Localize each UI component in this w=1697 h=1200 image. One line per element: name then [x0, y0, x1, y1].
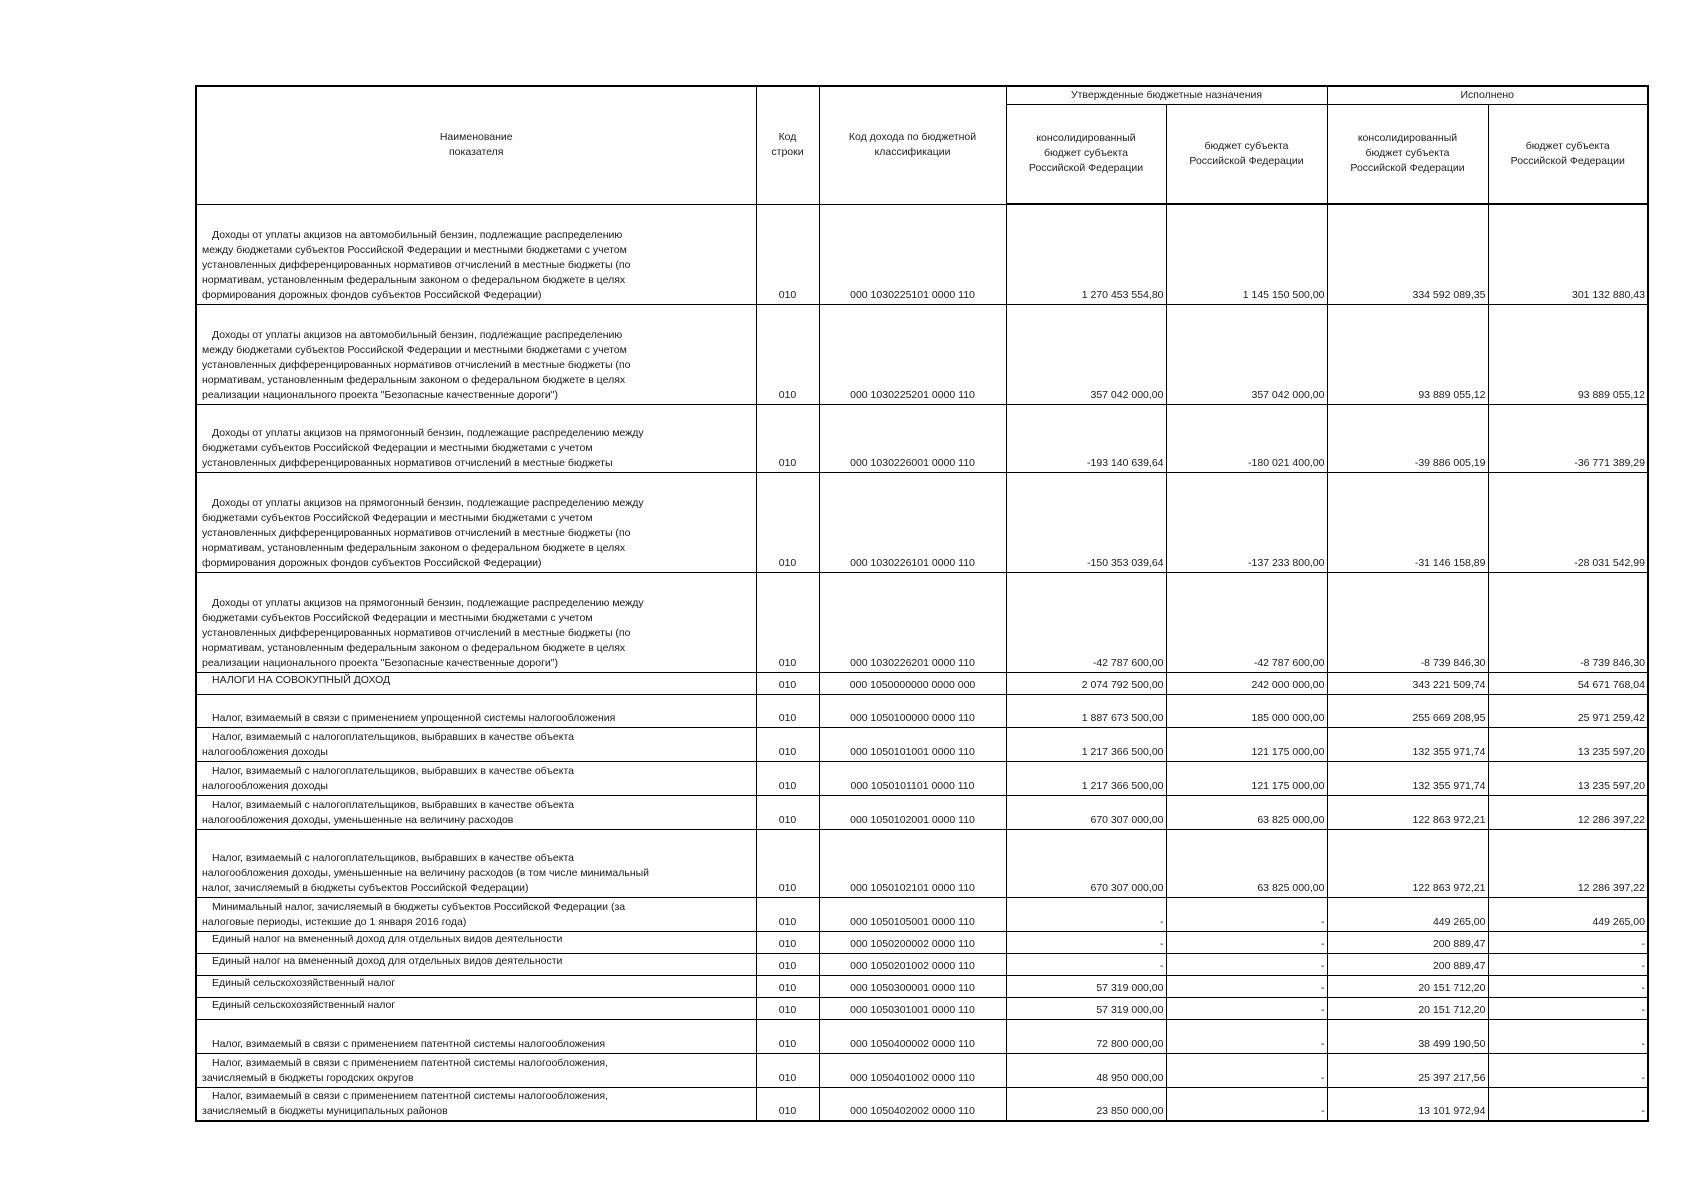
header-executed-subject: бюджет субъекта Российской Федерации — [1488, 104, 1648, 204]
indicator-name — [196, 997, 756, 1019]
indicator-name-line: налогообложения доходы, уменьшенные на величину расходов (в том числе минимальный — [202, 866, 650, 879]
income-code: 000 1050000000 0000 000 — [819, 672, 1006, 694]
table-row — [196, 404, 1648, 472]
income-code: 000 1050301001 0000 110 — [819, 997, 1006, 1019]
table-row — [196, 795, 1648, 829]
approved-subject-value: 242 000 000,00 — [1166, 672, 1327, 694]
indicator-name-line: налоговые периоды, истекшие до 1 января 2016 года) — [202, 915, 467, 928]
indicator-name-line: налогообложения доходы — [202, 745, 328, 758]
income-code: 000 1030225101 0000 110 — [819, 204, 1006, 304]
approved-subject-value: 357 042 000,00 — [1166, 304, 1327, 404]
indicator-name-line: установленных дифференцированных нормативов отчислений в местные бюджеты — [202, 456, 613, 469]
income-code: 000 1030226001 0000 110 — [819, 404, 1006, 472]
indicator-name-line: формирования дорожных фондов субъектов Российской Федерации) — [202, 556, 542, 569]
header-approved-consolidated: консолидированный бюджет субъекта Российской Федерации — [1006, 104, 1166, 204]
income-code: 000 1050102001 0000 110 — [819, 795, 1006, 829]
indicator-name-line: Доходы от уплаты акцизов на прямогонный бензин, подлежащие распределению между — [212, 596, 644, 609]
row-code: 010 — [756, 1053, 819, 1087]
income-code: 000 1050102101 0000 110 — [819, 829, 1006, 897]
row-code: 010 — [756, 795, 819, 829]
table-row — [196, 931, 1648, 953]
indicator-name-line: реализации национального проекта "Безопасные качественные дороги") — [202, 656, 558, 669]
indicator-name — [196, 761, 756, 795]
header-executed-group: Исполнено — [1327, 86, 1648, 104]
indicator-name — [196, 1053, 756, 1087]
approved-consolidated-value: 1 887 673 500,00 — [1006, 694, 1166, 727]
approved-subject-value: - — [1166, 975, 1327, 997]
indicator-name-line: Единый сельскохозяйственный налог — [212, 998, 396, 1011]
indicator-name-line: Налог, взимаемый с налогоплательщиков, выбравших в качестве объекта — [212, 798, 574, 811]
table-row — [196, 694, 1648, 727]
approved-subject-value: -137 233 800,00 — [1166, 472, 1327, 572]
executed-subject-value: 54 671 768,04 — [1488, 672, 1648, 694]
approved-consolidated-value: - — [1006, 897, 1166, 931]
indicator-name-line: Доходы от уплаты акцизов на прямогонный бензин, подлежащие распределению между — [212, 496, 644, 509]
executed-subject-value: - — [1488, 931, 1648, 953]
approved-consolidated-value: 1 217 366 500,00 — [1006, 761, 1166, 795]
income-code: 000 1030226201 0000 110 — [819, 572, 1006, 672]
income-code: 000 1050201002 0000 110 — [819, 953, 1006, 975]
executed-subject-value: -28 031 542,99 — [1488, 472, 1648, 572]
executed-consolidated-value: 343 221 509,74 — [1327, 672, 1488, 694]
table-row — [196, 1019, 1648, 1053]
executed-consolidated-value: 122 863 972,21 — [1327, 795, 1488, 829]
approved-subject-value: 185 000 000,00 — [1166, 694, 1327, 727]
executed-consolidated-value: 132 355 971,74 — [1327, 761, 1488, 795]
executed-subject-value: - — [1488, 1019, 1648, 1053]
indicator-name — [196, 975, 756, 997]
approved-consolidated-value: -193 140 639,64 — [1006, 404, 1166, 472]
approved-consolidated-value: 48 950 000,00 — [1006, 1053, 1166, 1087]
executed-consolidated-value: 93 889 055,12 — [1327, 304, 1488, 404]
row-code: 010 — [756, 404, 819, 472]
indicator-name-line: бюджетами субъектов Российской Федерации и местными бюджетами с учетом — [202, 441, 593, 454]
indicator-name-line: Налог, взимаемый в связи с применением упрощенной системы налогообложения — [212, 711, 616, 724]
executed-subject-value: 301 132 880,43 — [1488, 204, 1648, 304]
indicator-name — [196, 304, 756, 404]
indicator-name — [196, 1087, 756, 1121]
indicator-name-line: Налог, взимаемый в связи с применением патентной системы налогообложения — [212, 1037, 606, 1050]
indicator-name-line: налогообложения доходы, уменьшенные на величину расходов — [202, 813, 514, 826]
approved-subject-value: - — [1166, 897, 1327, 931]
executed-consolidated-value: 20 151 712,20 — [1327, 975, 1488, 997]
executed-subject-value: - — [1488, 997, 1648, 1019]
indicator-name-line: нормативам, установленным федеральным законом о федеральном бюджете в целях — [202, 541, 626, 554]
indicator-name-line: Налог, взимаемый с налогоплательщиков, выбравших в качестве объекта — [212, 851, 574, 864]
budget-revenue-table — [195, 85, 1649, 1122]
executed-subject-value: 449 265,00 — [1488, 897, 1648, 931]
approved-subject-value: 121 175 000,00 — [1166, 761, 1327, 795]
indicator-name-line: формирования дорожных фондов субъектов Российской Федерации) — [202, 288, 542, 301]
indicator-name-line: Доходы от уплаты акцизов на автомобильный бензин, подлежащие распределению — [212, 328, 623, 341]
indicator-name — [196, 829, 756, 897]
indicator-name-line: Налог, взимаемый в связи с применением патентной системы налогообложения, — [212, 1056, 608, 1069]
income-code: 000 1050101101 0000 110 — [819, 761, 1006, 795]
indicator-name-line: Налог, взимаемый с налогоплательщиков, выбравших в качестве объекта — [212, 764, 574, 777]
executed-subject-value: - — [1488, 1087, 1648, 1121]
approved-consolidated-value: 670 307 000,00 — [1006, 795, 1166, 829]
approved-subject-value: 1 145 150 500,00 — [1166, 204, 1327, 304]
indicator-name-line: между бюджетами субъектов Российской Федерации и местными бюджетами с учетом — [202, 243, 627, 256]
indicator-name-line: Единый налог на вмененный доход для отдельных видов деятельности — [212, 932, 563, 945]
approved-consolidated-value: 1 270 453 554,80 — [1006, 204, 1166, 304]
executed-subject-value: 25 971 259,42 — [1488, 694, 1648, 727]
indicator-name-line: бюджетами субъектов Российской Федерации и местными бюджетами с учетом — [202, 611, 593, 624]
approved-consolidated-value: 1 217 366 500,00 — [1006, 727, 1166, 761]
indicator-name-line: реализации национального проекта "Безопасные качественные дороги") — [202, 388, 558, 401]
approved-subject-value: -180 021 400,00 — [1166, 404, 1327, 472]
table-row — [196, 472, 1648, 572]
header-name: Наименование показателя — [196, 86, 756, 204]
approved-consolidated-value: -42 787 600,00 — [1006, 572, 1166, 672]
executed-consolidated-value: 122 863 972,21 — [1327, 829, 1488, 897]
row-code: 010 — [756, 931, 819, 953]
row-code: 010 — [756, 727, 819, 761]
table-row — [196, 829, 1648, 897]
indicator-name — [196, 572, 756, 672]
row-code: 010 — [756, 1019, 819, 1053]
indicator-name — [196, 795, 756, 829]
row-code: 010 — [756, 572, 819, 672]
indicator-name — [196, 694, 756, 727]
indicator-name-line: Единый налог на вмененный доход для отдельных видов деятельности — [212, 954, 563, 967]
executed-subject-value: - — [1488, 953, 1648, 975]
indicator-name-line: установленных дифференцированных нормативов отчислений в местные бюджеты (по — [202, 526, 631, 539]
row-code: 010 — [756, 997, 819, 1019]
approved-consolidated-value: -150 353 039,64 — [1006, 472, 1166, 572]
approved-subject-value: - — [1166, 953, 1327, 975]
indicator-name — [196, 727, 756, 761]
indicator-name-line: Минимальный налог, зачисляемый в бюджеты субъектов Российской Федерации (за — [212, 900, 626, 913]
executed-subject-value: -8 739 846,30 — [1488, 572, 1648, 672]
executed-consolidated-value: 38 499 190,50 — [1327, 1019, 1488, 1053]
income-code: 000 1050101001 0000 110 — [819, 727, 1006, 761]
table-row — [196, 672, 1648, 694]
income-code: 000 1050401002 0000 110 — [819, 1053, 1006, 1087]
indicator-name-line: налогообложения доходы — [202, 779, 328, 792]
indicator-name-line: бюджетами субъектов Российской Федерации и местными бюджетами с учетом — [202, 511, 593, 524]
table-row — [196, 304, 1648, 404]
table-row — [196, 975, 1648, 997]
table-row — [196, 761, 1648, 795]
header-row-code: Код строки — [756, 86, 819, 204]
approved-subject-value: -42 787 600,00 — [1166, 572, 1327, 672]
indicator-name-line: Единый сельскохозяйственный налог — [212, 976, 396, 989]
executed-consolidated-value: 200 889,47 — [1327, 931, 1488, 953]
indicator-name — [196, 1019, 756, 1053]
row-code: 010 — [756, 204, 819, 304]
approved-consolidated-value: 2 074 792 500,00 — [1006, 672, 1166, 694]
executed-consolidated-value: 200 889,47 — [1327, 953, 1488, 975]
approved-subject-value: 121 175 000,00 — [1166, 727, 1327, 761]
executed-consolidated-value: 255 669 208,95 — [1327, 694, 1488, 727]
approved-consolidated-value: 57 319 000,00 — [1006, 997, 1166, 1019]
row-code: 010 — [756, 694, 819, 727]
row-code: 010 — [756, 761, 819, 795]
indicator-name — [196, 404, 756, 472]
row-code: 010 — [756, 304, 819, 404]
approved-subject-value: 63 825 000,00 — [1166, 795, 1327, 829]
indicator-name-line: нормативам, установленным федеральным законом о федеральном бюджете в целях — [202, 641, 626, 654]
row-code: 010 — [756, 953, 819, 975]
header-approved-group: Утвержденные бюджетные назначения — [1006, 86, 1327, 104]
indicator-name-line: между бюджетами субъектов Российской Федерации и местными бюджетами с учетом — [202, 343, 627, 356]
table-row — [196, 897, 1648, 931]
row-code: 010 — [756, 829, 819, 897]
executed-subject-value: 13 235 597,20 — [1488, 727, 1648, 761]
row-code: 010 — [756, 672, 819, 694]
table-row — [196, 1053, 1648, 1087]
executed-consolidated-value: 132 355 971,74 — [1327, 727, 1488, 761]
indicator-name — [196, 672, 756, 694]
indicator-name-line: установленных дифференцированных нормативов отчислений в местные бюджеты (по — [202, 626, 631, 639]
executed-subject-value: 93 889 055,12 — [1488, 304, 1648, 404]
income-code: 000 1050402002 0000 110 — [819, 1087, 1006, 1121]
executed-consolidated-value: 25 397 217,56 — [1327, 1053, 1488, 1087]
executed-subject-value: 13 235 597,20 — [1488, 761, 1648, 795]
row-code: 010 — [756, 472, 819, 572]
indicator-name-line: установленных дифференцированных нормативов отчислений в местные бюджеты (по — [202, 358, 631, 371]
table-row — [196, 953, 1648, 975]
approved-consolidated-value: 357 042 000,00 — [1006, 304, 1166, 404]
income-code: 000 1050400002 0000 110 — [819, 1019, 1006, 1053]
row-code: 010 — [756, 1087, 819, 1121]
approved-subject-value: 63 825 000,00 — [1166, 829, 1327, 897]
approved-subject-value: - — [1166, 1087, 1327, 1121]
table-row — [196, 204, 1648, 304]
approved-consolidated-value: 23 850 000,00 — [1006, 1087, 1166, 1121]
executed-consolidated-value: -8 739 846,30 — [1327, 572, 1488, 672]
income-code: 000 1050300001 0000 110 — [819, 975, 1006, 997]
indicator-name-line: зачисляемый в бюджеты городских округов — [202, 1071, 414, 1084]
income-code: 000 1030226101 0000 110 — [819, 472, 1006, 572]
table-row — [196, 1087, 1648, 1121]
approved-subject-value: - — [1166, 931, 1327, 953]
table-row — [196, 572, 1648, 672]
table-row — [196, 727, 1648, 761]
executed-subject-value: - — [1488, 975, 1648, 997]
approved-subject-value: - — [1166, 997, 1327, 1019]
indicator-name-line: установленных дифференцированных нормативов отчислений в местные бюджеты (по — [202, 258, 631, 271]
indicator-name — [196, 472, 756, 572]
indicator-name-line: нормативам, установленным федеральным законом о федеральном бюджете в целях — [202, 273, 626, 286]
indicator-name-line: Доходы от уплаты акцизов на прямогонный бензин, подлежащие распределению между — [212, 426, 644, 439]
indicator-name — [196, 953, 756, 975]
header-approved-subject: бюджет субъекта Российской Федерации — [1166, 104, 1327, 204]
executed-subject-value: 12 286 397,22 — [1488, 795, 1648, 829]
indicator-name-line: нормативам, установленным федеральным законом о федеральном бюджете в целях — [202, 373, 626, 386]
approved-consolidated-value: 57 319 000,00 — [1006, 975, 1166, 997]
indicator-name-line: налог, зачисляемый в бюджеты субъектов Российской Федерации) — [202, 881, 529, 894]
executed-consolidated-value: 13 101 972,94 — [1327, 1087, 1488, 1121]
income-code: 000 1030225201 0000 110 — [819, 304, 1006, 404]
table-row — [196, 997, 1648, 1019]
table-body — [196, 204, 1648, 1121]
executed-consolidated-value: -39 886 005,19 — [1327, 404, 1488, 472]
executed-subject-value: -36 771 389,29 — [1488, 404, 1648, 472]
approved-consolidated-value: 670 307 000,00 — [1006, 829, 1166, 897]
executed-subject-value: 12 286 397,22 — [1488, 829, 1648, 897]
executed-subject-value: - — [1488, 1053, 1648, 1087]
executed-consolidated-value: 449 265,00 — [1327, 897, 1488, 931]
approved-consolidated-value: - — [1006, 953, 1166, 975]
header-income-code: Код дохода по бюджетной классификации — [819, 86, 1006, 204]
income-code: 000 1050105001 0000 110 — [819, 897, 1006, 931]
approved-subject-value: - — [1166, 1053, 1327, 1087]
income-code: 000 1050100000 0000 110 — [819, 694, 1006, 727]
executed-consolidated-value: -31 146 158,89 — [1327, 472, 1488, 572]
header-executed-consolidated: консолидированный бюджет субъекта Российской Федерации — [1327, 104, 1488, 204]
row-code: 010 — [756, 897, 819, 931]
indicator-name-line: Доходы от уплаты акцизов на автомобильный бензин, подлежащие распределению — [212, 228, 623, 241]
income-code: 000 1050200002 0000 110 — [819, 931, 1006, 953]
indicator-name-line: зачисляемый в бюджеты муниципальных районов — [202, 1105, 448, 1117]
indicator-name — [196, 204, 756, 304]
indicator-name-line: Налог, взимаемый с налогоплательщиков, выбравших в качестве объекта — [212, 730, 574, 743]
row-code: 010 — [756, 975, 819, 997]
approved-subject-value: - — [1166, 1019, 1327, 1053]
indicator-name-line: НАЛОГИ НА СОВОКУПНЫЙ ДОХОД — [212, 673, 391, 686]
approved-consolidated-value: - — [1006, 931, 1166, 953]
indicator-name — [196, 931, 756, 953]
executed-consolidated-value: 334 592 089,35 — [1327, 204, 1488, 304]
executed-consolidated-value: 20 151 712,20 — [1327, 997, 1488, 1019]
indicator-name-line: Налог, взимаемый в связи с применением патентной системы налогообложения, — [212, 1090, 608, 1102]
approved-consolidated-value: 72 800 000,00 — [1006, 1019, 1166, 1053]
indicator-name — [196, 897, 756, 931]
